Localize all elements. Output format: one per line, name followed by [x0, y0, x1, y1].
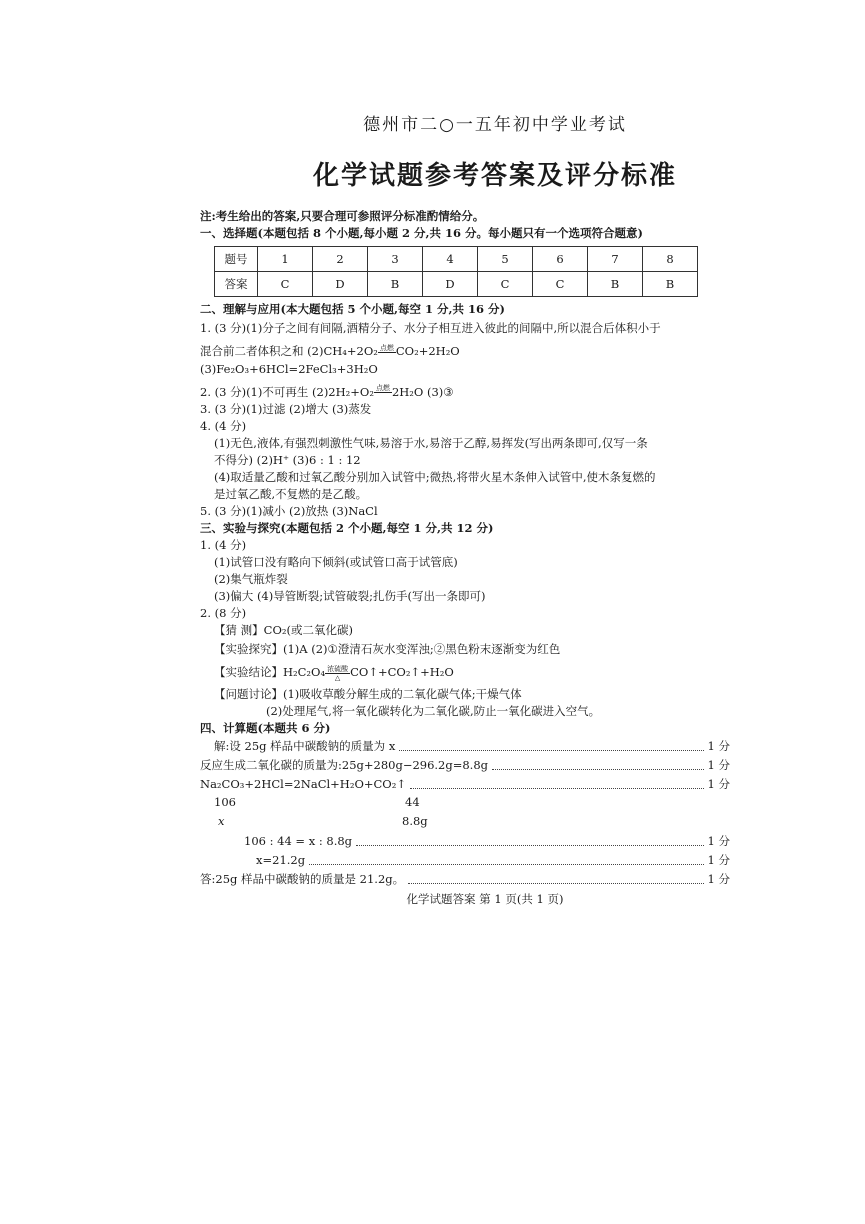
table-cell: C: [478, 272, 533, 297]
reaction-condition: 点燃: [375, 384, 390, 392]
score-points: 1 分: [707, 852, 730, 867]
s2-q5: 5. (3 分)(1)减小 (2)放热 (3)NaCl: [200, 504, 378, 518]
s3-discussion1: 【问题讨论】(1)吸收草酸分解生成的二氧化碳气体;干燥气体: [214, 686, 522, 701]
table-cell: 7: [588, 247, 643, 272]
table-cell: 3: [368, 247, 423, 272]
table-cell: 6: [533, 247, 588, 272]
table-cell: C: [258, 272, 313, 297]
s2-q1-line1: 1. (3 分)(1)分子之间有间隔,酒精分子、水分子相互进入彼此的间隔中,所以混合后体积小于: [200, 321, 661, 335]
equation-left: 【实验结论】H₂C₂O₄: [214, 665, 326, 679]
calc-step: 答:25g 样品中碳酸钠的质量是 21.2g。 1 分: [200, 870, 730, 889]
equation-right: CO₂+2H₂O: [395, 344, 460, 358]
s3-conclusion: [200, 664, 730, 682]
ratio-block: [200, 794, 730, 832]
calc-step: Na₂CO₃+2HCl=2NaCl+H₂O+CO₂↑ 1 分: [200, 775, 730, 794]
note-line: 注:考生给出的答案,只要合理可参照评分标准酌情给分。: [200, 209, 485, 223]
table-cell: D: [313, 272, 368, 297]
ratio-right-top: 44: [405, 794, 420, 809]
s3-q1-line1: (1)试管口没有略向下倾斜(或试管口高于试管底): [214, 555, 458, 569]
calc-step: x=21.2g 1 分: [200, 851, 730, 870]
exam-subtitle: 德州市二○一五年初中学业考试: [363, 115, 627, 135]
section3-heading: 三、实验与探究(本题包括 2 个小题,每空 1 分,共 12 分): [200, 521, 494, 535]
s2-q4-line1: (1)无色,液体,有强烈刺激性气味,易溶于水,易溶于乙醇,易挥发(写出两条即可,仅写一条: [214, 436, 648, 450]
s3-guess: 【猜 测】CO₂(或二氧化碳): [214, 623, 353, 637]
s2-q4-line4: 是过氧乙酸,不复燃的是乙酸。: [214, 487, 368, 501]
answer-sheet: [200, 110, 730, 907]
ratio-left-bottom: x: [218, 813, 225, 828]
table-cell: B: [643, 272, 698, 297]
table-cell: 5: [478, 247, 533, 272]
table-cell-label: 题号: [215, 247, 258, 272]
s3-q1-line3: (3)偏大 (4)导管断裂;试管破裂;扎伤手(写出一条即可): [214, 589, 486, 603]
page-footer: 化学试题答案 第 1 页(共 1 页): [406, 891, 564, 906]
table-cell: C: [533, 272, 588, 297]
table-cell: 8: [643, 247, 698, 272]
table-cell: B: [588, 272, 643, 297]
s3-q2-head: 2. (8 分): [200, 606, 247, 620]
table-cell: 4: [423, 247, 478, 272]
s3-explore: 【实验探究】(1)A (2)①澄清石灰水变浑浊;②黑色粉末逐渐变为红色: [214, 642, 561, 656]
equation-left: 混合前二者体积之和 (2)CH₄+2O₂: [200, 344, 378, 358]
table-row-answers: [215, 272, 698, 297]
s2-q4-line2: 不得分) (2)H⁺ (3)6 : 1 : 12: [214, 453, 361, 467]
table-cell: 1: [258, 247, 313, 272]
calc-step: 解:设 25g 样品中碳酸钠的质量为 x 1 分: [200, 737, 730, 756]
reaction-condition: $\frac{\text{浓硫酸}}{\triangle}$: [327, 664, 349, 682]
s3-q1-line2: (2)集气瓶炸裂: [214, 572, 288, 586]
calc-step: 反应生成二氧化碳的质量为:25g+280g−296.2g=8.8g 1 分: [200, 756, 730, 775]
equation-right: 2H₂O (3)③: [391, 384, 454, 399]
s2-q2: [200, 384, 730, 402]
reaction-condition: 点燃: [379, 343, 394, 352]
score-points: 1 分: [707, 776, 730, 791]
s2-q4-head: 4. (4 分): [200, 419, 247, 433]
section1-heading: 一、选择题(本题包括 8 个小题,每小题 2 分,共 16 分。每小题只有一个选项符合题意): [200, 226, 643, 240]
s3-discussion2: (2)处理尾气,将一氧化碳转化为二氧化碳,防止一氧化碳进入空气。: [266, 703, 601, 718]
score-points: 1 分: [707, 738, 730, 753]
score-points: 1 分: [707, 757, 730, 772]
ratio-left-top: 106: [214, 794, 236, 809]
answer-table: [214, 246, 698, 297]
ratio-right-bottom: 8.8g: [402, 813, 428, 828]
score-points: 1 分: [707, 833, 730, 848]
table-row-numbers: [215, 247, 698, 272]
table-cell: D: [423, 272, 478, 297]
calc-step: 106 : 44 = x : 8.8g 1 分: [200, 832, 730, 851]
table-cell-label: 答案: [215, 272, 258, 297]
table-cell: 2: [313, 247, 368, 272]
s2-q4-line3: (4)取适量乙酸和过氧乙酸分别加入试管中;微热,将带火星木条伸入试管中,使木条复燃的: [214, 470, 656, 484]
s2-q1-line2: [200, 343, 730, 361]
equation-right: CO↑+CO₂↑+H₂O: [350, 665, 454, 679]
s2-q1-line3: (3)Fe₂O₃+6HCl=2FeCl₃+3H₂O: [200, 361, 378, 376]
s3-q1-head: 1. (4 分): [200, 538, 247, 552]
score-points: 1 分: [707, 871, 730, 886]
section2-heading: 二、理解与应用(本大题包括 5 个小题,每空 1 分,共 16 分): [200, 302, 505, 316]
document-title: 化学试题参考答案及评分标准: [312, 161, 677, 191]
equation-left: 2. (3 分)(1)不可再生 (2)2H₂+O₂: [200, 384, 374, 399]
s2-q3: 3. (3 分)(1)过滤 (2)增大 (3)蒸发: [200, 402, 372, 416]
section4-heading: 四、计算题(本题共 6 分): [200, 720, 331, 735]
table-cell: B: [368, 272, 423, 297]
